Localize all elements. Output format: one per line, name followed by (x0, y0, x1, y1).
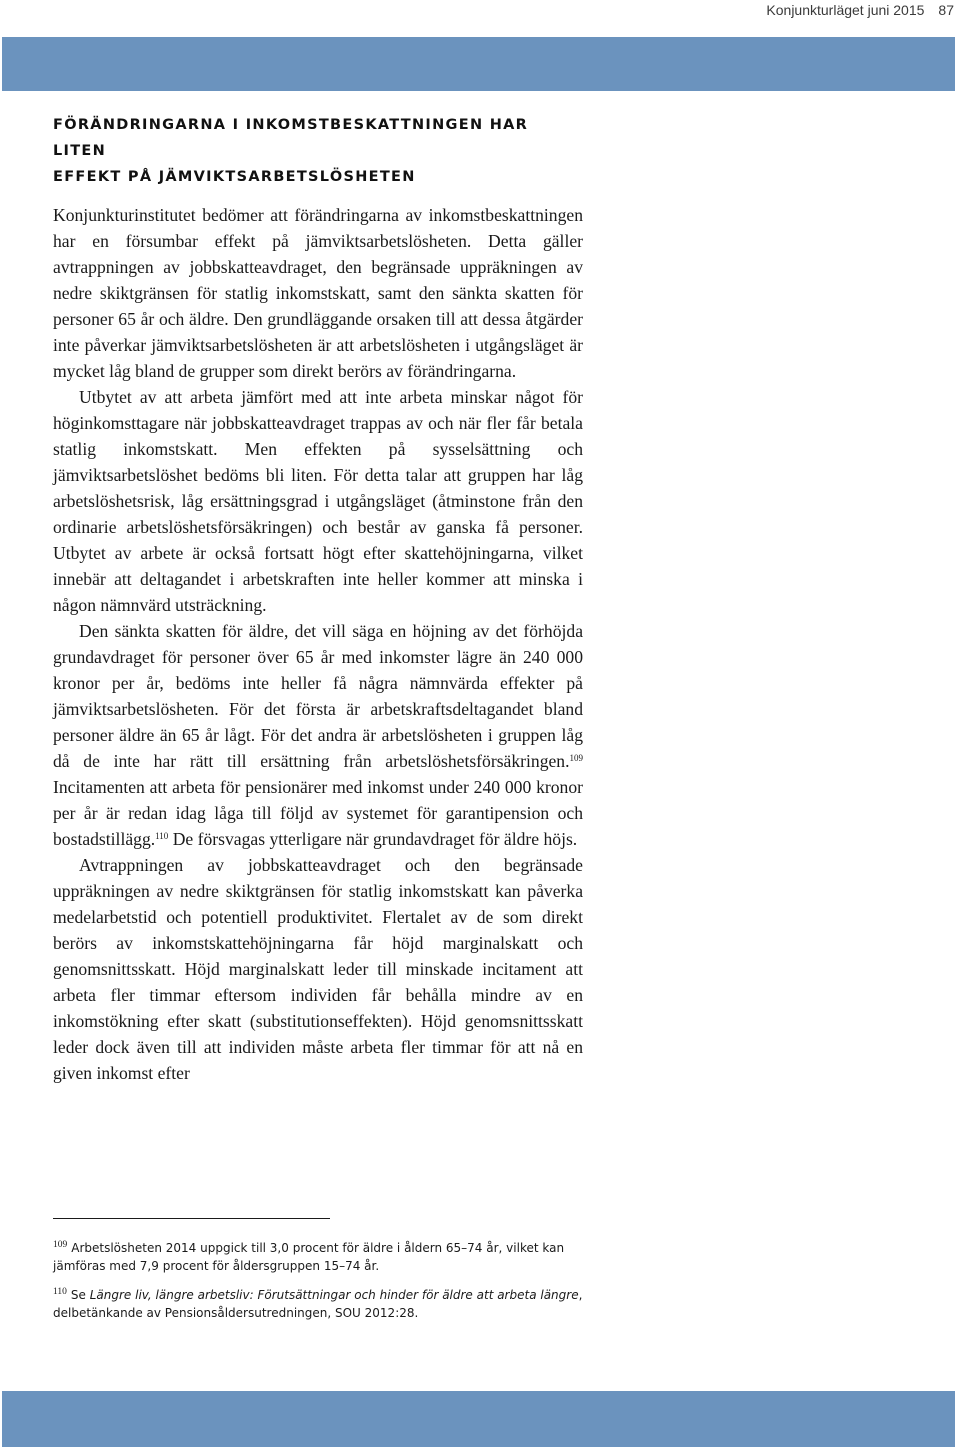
footnote-109 (53, 1240, 583, 1275)
footnote-110-number: 110 (53, 1287, 67, 1297)
paragraph-3 (53, 618, 583, 852)
section-heading-line2: EFFEKT PÅ JÄMVIKTSARBETSLÖSHETEN (53, 169, 416, 185)
paragraph-2: Utbytet av att arbeta jämfört med att inte arbeta minskar något för höginkomsttagare när jobbskatteavdraget trappas av och när fler får betala statlig inkomstskatt. Men effekten på sysselsättning och jämviktsarbetslöshet bedöms bli liten. För detta talar att gruppen har låg arbetslöshetsrisk, låg ersättningsgrad i utgångsläget (åtminstone från den ordinarie arbetslöshetsförsäkringen) och består av ganska få personer. Utbytet av arbete är också fortsatt högt efter skattehöjningarna, vilket innebär att deltagandet i arbetskraften inte heller kommer att minska i någon nämnvärd utsträckning. (53, 387, 583, 615)
bottom-color-band (2, 1391, 955, 1447)
running-header (766, 0, 954, 20)
paragraph-1: Konjunkturinstitutet bedömer att förändringarna av inkomstbeskattningen har en försumbar effekt på jämviktsarbetslösheten. Detta gäller avtrappningen av jobbskatteavdraget, den begränsade uppräkningen av nedre skiktgränsen för statlig inkomstskatt, samt den sänkta skatten för personer 65 år och äldre. Den grundläggande orsaken till att dessa åtgärder inte påverkar jämviktsarbetslösheten är att arbetslösheten i utgångsläget är mycket låg bland de grupper som direkt berörs av förändringarna. (53, 205, 583, 381)
section-heading-line1: FÖRÄNDRINGARNA I INKOMSTBESKATTNINGEN HAR LITEN (53, 117, 529, 159)
footnote-separator (53, 1218, 330, 1219)
page-number: 87 (938, 2, 954, 18)
publication-title: Konjunkturläget juni 2015 (766, 2, 925, 18)
footnote-110 (53, 1287, 583, 1322)
paragraph-3-text-c: De försvagas ytterligare när grundavdraget för äldre höjs. (168, 829, 578, 849)
footnotes (53, 1240, 583, 1334)
footnote-ref-109[interactable]: 109 (569, 753, 583, 763)
footnote-110-suffix: , delbetänkande av Pensionsåldersutredningen, SOU 2012:28. (53, 1288, 583, 1320)
paragraph-4: Avtrappningen av jobbskatteavdraget och den begränsade uppräkningen av nedre skiktgränsen för statlig inkomstskatt kan påverka medelarbetstid och potentiell produktivitet. Flertalet av de som direkt berörs av inkomstskattehöjningarna får höjd marginalskatt och genomsnittsskatt. Höjd marginalskatt leder till minskade incitament att arbeta fler timmar eftersom individen får behålla mindre av en inkomstökning efter skatt (substitutionseffekten). Höjd genomsnittsskatt leder dock även till att individen måste arbeta fler timmar för att nå en given inkomst efter (53, 855, 583, 1083)
paragraph-3-text-b: Incitamenten att arbeta för pensionärer med inkomst under 240 000 kronor per år är redan idag låga till följd av systemet för garantipension och bostadstillägg. (53, 777, 583, 849)
footnote-109-text: Arbetslösheten 2014 uppgick till 3,0 procent för äldre i åldern 65–74 år, vilket kan jämföras med 7,9 procent för åldersgruppen 15–74 år. (53, 1241, 565, 1273)
section-heading (53, 112, 583, 190)
top-color-band (2, 37, 955, 91)
footnote-ref-110[interactable]: 110 (155, 831, 169, 841)
footnote-110-prefix: Se (70, 1288, 90, 1302)
footnote-110-title: Längre liv, längre arbetsliv: Förutsättningar och hinder för äldre att arbeta längre (89, 1288, 579, 1302)
paragraph-3-text-a: Den sänkta skatten för äldre, det vill säga en höjning av det förhöjda grundavdraget för personer över 65 år med inkomster lägre än 240 000 kronor per år, bedöms inte heller få några nämnvärda effekter på jämviktsarbetslösheten. För det första är arbetskraftsdeltagandet bland personer äldre än 65 år lågt. För det andra är arbetslösheten i gruppen låg då de inte har rätt till ersättning från arbetslöshetsförsäkringen. (53, 621, 583, 771)
main-text (53, 112, 583, 1086)
footnote-109-number: 109 (53, 1240, 68, 1250)
